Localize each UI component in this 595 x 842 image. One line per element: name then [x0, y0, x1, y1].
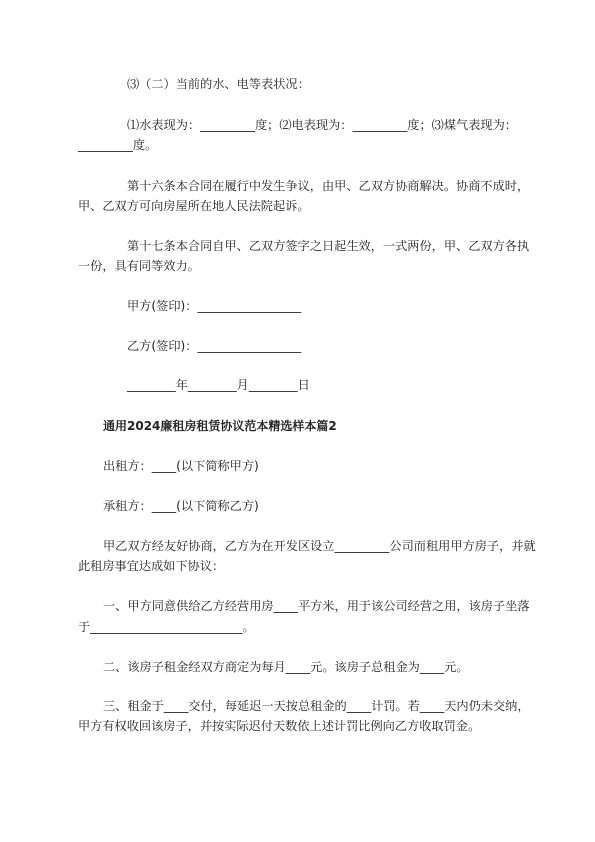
- clause-16-line-2: 甲、乙双方可向房屋所在地人民法院起诉。: [78, 199, 310, 213]
- clause-17-line-1: 第十七条本合同自甲、乙双方签字之日起生效，一式两份，甲、乙双方各执: [127, 239, 530, 253]
- party-b-signature: 乙方(签印)：_________________: [127, 339, 302, 353]
- lessor-line: 出租方：____(以下简称甲方): [103, 459, 259, 473]
- article-3-line-1: 三、租金于____交付，每延迟一天按总租金的____计罚。若____天内仍未交纳，: [103, 699, 530, 713]
- lessee-line: 承租方：____(以下简称乙方): [103, 499, 259, 513]
- article-1-line-1: 一、甲方同意供给乙方经营用房____平方米，用于该公司经营之用，该房子坐落: [103, 599, 530, 613]
- meter-status-heading: ⑶（二）当前的水、电等表状况：: [127, 77, 310, 91]
- section-title: 通用2024廉租房租赁协议范本精选样本篇2: [103, 419, 337, 433]
- intro-paragraph-line-2: 此租房事宜达成如下协议：: [78, 559, 225, 573]
- article-2-line: 二、该房子租金经双方商定为每月____元。该房子总租金为____元。: [103, 660, 469, 674]
- clause-17-line-2: 一份，具有同等效力。: [78, 259, 200, 273]
- meter-readings-line: ⑴水表现为：_________度；⑵电表现为：_________度；⑶煤气表现为：: [127, 118, 517, 132]
- clause-16-line-1: 第十六条本合同在履行中发生争议，由甲、乙双方协商解决。协商不成时，: [127, 179, 530, 193]
- signature-date: ________年________月________日: [127, 378, 310, 392]
- intro-paragraph-line-1: 甲乙双方经友好协商，乙方为在开发区设立_________公司而租用甲方房子，并就: [103, 539, 536, 553]
- article-3-line-2: 甲方有权收回该房子，并按实际迟付天数依上述计罚比例向乙方收取罚金。: [78, 719, 481, 733]
- meter-readings-continued: _________度。: [78, 138, 158, 152]
- party-a-signature: 甲方(签印)：_________________: [127, 299, 302, 313]
- article-1-line-2: 于_________________________。: [78, 620, 255, 634]
